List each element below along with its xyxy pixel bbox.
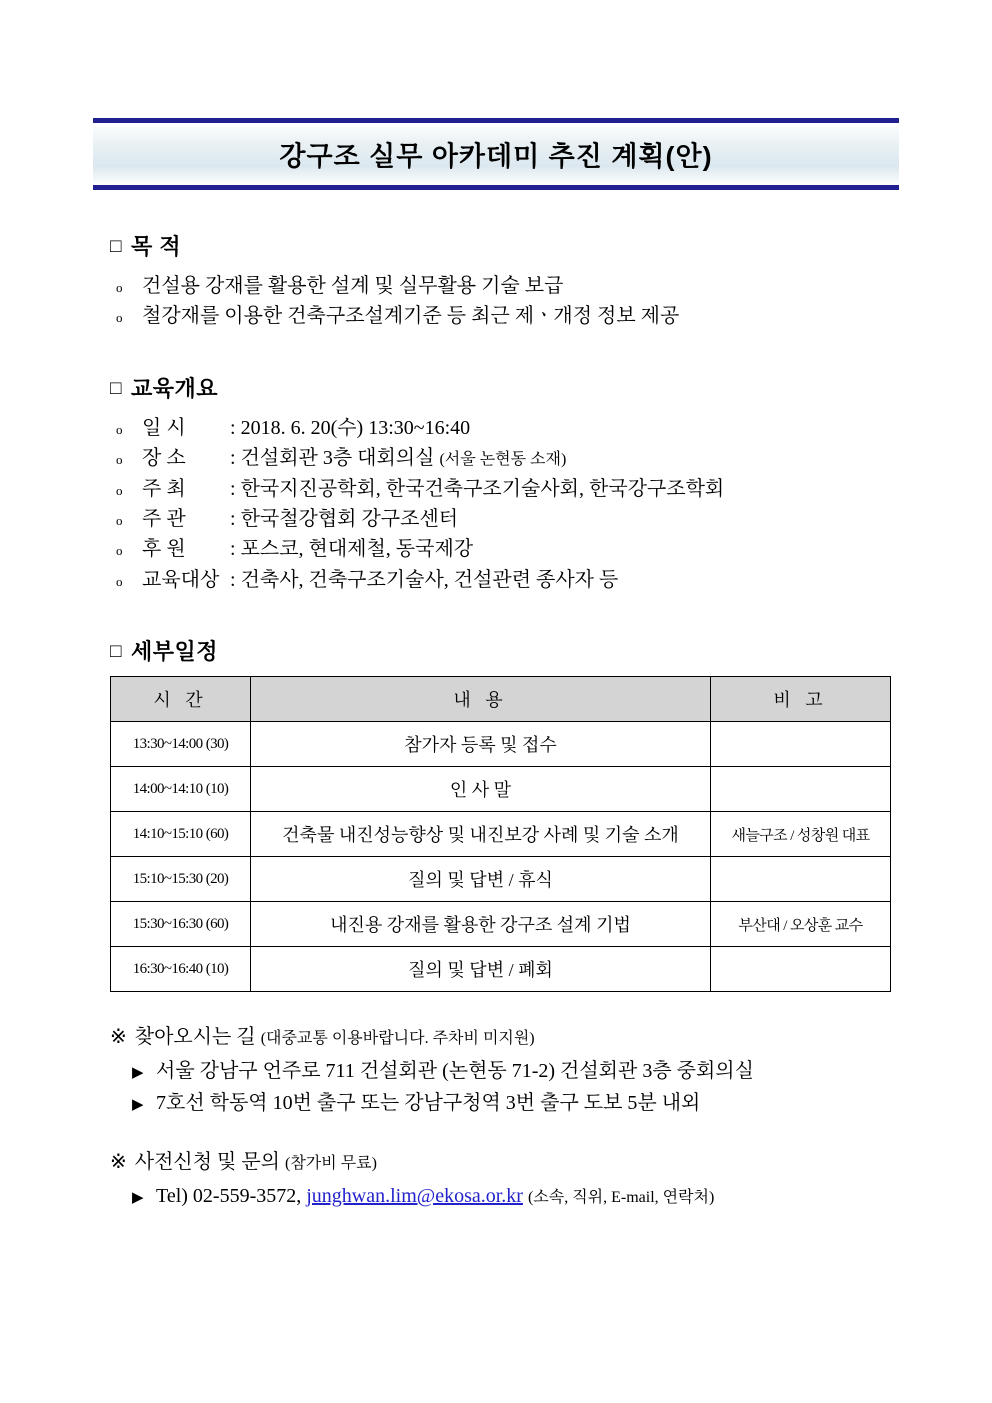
section-schedule-heading-text: 세부일정 [130,639,218,665]
table-row [111,902,891,947]
overview-label: 주 관 [142,507,186,530]
overview-row [142,413,470,443]
cell-time: 14:10~15:10 (60) [111,812,251,857]
directions-item-text: 서울 강남구 언주로 711 건설회관 (논현동 71-2) 건설회관 3층 중회의실 [156,1060,754,1083]
directions-heading [110,1020,900,1049]
section-contact [110,1145,900,1212]
cell-content: 인 사 말 [251,767,711,812]
contact-list [132,1180,900,1212]
column-header-remark: 비 고 [711,677,891,722]
circle-bullet-icon: o [116,421,123,437]
list-item [116,413,900,443]
overview-separator: : [230,568,236,591]
overview-separator: : [230,507,236,530]
overview-value: 건축사, 건축구조기술사, 건설관련 종사자 등 [240,568,619,591]
contact-heading [110,1145,900,1174]
list-item [116,504,900,534]
cell-content: 질의 및 답변 / 휴식 [251,857,711,902]
schedule-table [110,676,891,992]
cell-time: 16:30~16:40 (10) [111,947,251,992]
contact-email-link[interactable]: junghwan.lim@ekosa.or.kr [306,1185,523,1208]
overview-label: 주 최 [142,477,186,500]
overview-label: 장 소 [142,447,186,470]
contact-heading-text: 사전신청 및 문의 [134,1151,281,1174]
circle-bullet-icon: o [116,543,123,559]
table-row [111,857,891,902]
list-item [116,474,900,504]
overview-note: (서울 논현동 소재) [439,451,567,469]
circle-bullet-icon: o [116,573,123,589]
cell-remark [711,767,891,812]
list-item [116,271,900,301]
overview-value: 2018. 6. 20(수) 13:30~16:40 [240,416,471,439]
document-title-banner [93,118,899,190]
list-item [132,1055,900,1087]
cell-remark: 부산대 / 오상훈 교수 [711,902,891,947]
section-directions [110,1020,900,1119]
section-schedule-heading [110,635,900,666]
table-row [111,722,891,767]
overview-value: 한국철강협회 강구조센터 [240,507,459,530]
list-item [116,443,900,473]
cell-remark: 새늘구조 / 성창원 대표 [711,812,891,857]
overview-value: 한국지진공학회, 한국건축구조기술사회, 한국강구조학회 [240,477,725,500]
cell-time: 15:30~16:30 (60) [111,902,251,947]
cell-content: 내진용 강재를 활용한 강구조 설계 기법 [251,902,711,947]
cell-time: 13:30~14:00 (30) [111,722,251,767]
list-item [116,565,900,595]
overview-row [142,443,566,473]
section-schedule [92,635,900,992]
cell-remark [711,722,891,767]
overview-label: 교육대상 [142,568,220,591]
page-title: 강구조 실무 아카데미 추진 계획(안) [279,141,713,172]
contact-suffix: (소속, 직위, E-mail, 연락처) [527,1189,715,1207]
directions-list [132,1055,900,1119]
reference-mark-icon: ※ [110,1151,127,1174]
overview-label: 후 원 [142,538,186,561]
triangle-right-icon: ▶ [132,1065,144,1082]
table-row [111,812,891,857]
directions-note: (대중교통 이용바랍니다. 주차비 미지원) [260,1030,535,1048]
directions-heading-text: 찾아오시는 길 [134,1026,256,1049]
circle-bullet-icon: o [116,482,123,498]
triangle-right-icon: ▶ [132,1097,144,1114]
overview-row [142,474,724,504]
contact-line [156,1180,714,1212]
cell-content: 참가자 등록 및 접수 [251,722,711,767]
cell-time: 15:10~15:30 (20) [111,857,251,902]
circle-bullet-icon: o [116,452,123,468]
cell-remark [711,947,891,992]
cell-time: 14:00~14:10 (10) [111,767,251,812]
overview-separator: : [230,447,236,470]
overview-label: 일 시 [142,416,186,439]
purpose-item-text: 철강재를 이용한 건축구조설계기준 등 최근 제ㆍ개정 정보 제공 [142,305,680,328]
section-overview [92,372,900,595]
contact-tel: Tel) 02-559-3572, [156,1185,302,1208]
section-overview-heading [110,372,900,403]
square-bullet-icon: □ [110,236,122,257]
directions-item-text: 7호선 학동역 10번 출구 또는 강남구청역 3번 출구 도보 5분 내외 [156,1092,701,1115]
purpose-list [92,271,900,332]
overview-value: 포스코, 현대제철, 동국제강 [240,538,474,561]
overview-value: 건설회관 3층 대회의실 [240,447,435,470]
overview-row [142,534,473,564]
overview-separator: : [230,477,236,500]
list-item [116,301,900,331]
table-header-row [111,677,891,722]
square-bullet-icon: □ [110,641,122,663]
overview-row [142,504,458,534]
section-overview-heading-text: 교육개요 [130,375,218,401]
reference-mark-icon: ※ [110,1026,127,1049]
overview-separator: : [230,416,236,439]
schedule-table-body [111,722,891,992]
section-purpose [92,230,900,332]
table-row [111,947,891,992]
column-header-content: 내 용 [251,677,711,722]
column-header-time: 시 간 [111,677,251,722]
overview-separator: : [230,538,236,561]
list-item [132,1087,900,1119]
contact-note: (참가비 무료) [285,1155,377,1173]
schedule-table-head [111,677,891,722]
overview-row [142,565,618,595]
circle-bullet-icon: o [116,310,123,326]
square-bullet-icon: □ [110,377,122,399]
circle-bullet-icon: o [116,512,123,528]
section-purpose-heading [110,230,900,261]
triangle-right-icon: ▶ [132,1190,144,1207]
purpose-item-text: 건설용 강재를 활용한 설계 및 실무활용 기술 보급 [142,275,564,297]
cell-content: 질의 및 답변 / 폐회 [251,947,711,992]
list-item [132,1180,900,1212]
overview-list [92,413,900,595]
circle-bullet-icon: o [116,280,123,295]
section-purpose-heading-text: 목 적 [130,234,182,259]
cell-content: 건축물 내진성능향상 및 내진보강 사례 및 기술 소개 [251,812,711,857]
table-row [111,767,891,812]
cell-remark [711,857,891,902]
list-item [116,534,900,564]
